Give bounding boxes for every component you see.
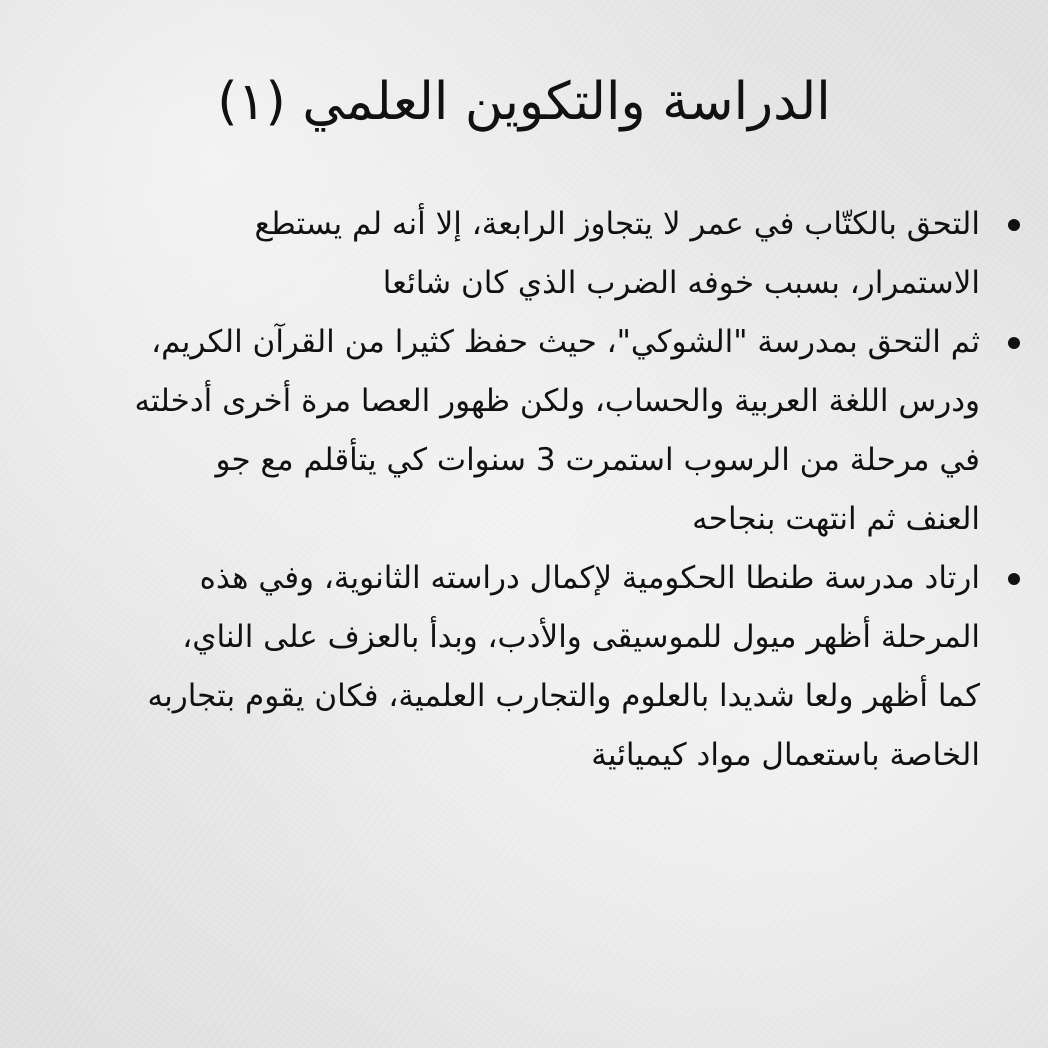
- slide-title: الدراسة والتكوين العلمي (١): [217, 72, 831, 132]
- text-line: المرحلة أظهر ميول للموسيقى والأدب، وبدأ بالعزف على الناي،: [182, 619, 980, 655]
- bullet-item-3: [6, 549, 1036, 785]
- bullet-dot-icon: [1008, 337, 1020, 349]
- bullet-text: [6, 549, 980, 785]
- bullet-text: [6, 195, 980, 313]
- text-line: في مرحلة من الرسوب استمرت 3 سنوات كي يتأقلم مع جو: [215, 442, 980, 478]
- text-line: ثم التحق بمدرسة "الشوكي"، حيث حفظ كثيرا من القرآن الكريم،: [151, 324, 980, 360]
- bullet-item-1: [6, 195, 1036, 313]
- text-line: الخاصة باستعمال مواد كيميائية: [591, 737, 980, 773]
- bullet-dot-icon: [1008, 573, 1020, 585]
- text-line: كما أظهر ولعا شديدا بالعلوم والتجارب العلمية، فكان يقوم بتجاربه: [147, 678, 980, 714]
- text-line: ودرس اللغة العربية والحساب، ولكن ظهور العصا مرة أخرى أدخلته: [134, 383, 980, 419]
- bullet-list: [6, 195, 1036, 785]
- bullet-dot-icon: [1008, 219, 1020, 231]
- text-line: العنف ثم انتهت بنجاحه: [692, 501, 980, 537]
- bullet-item-2: [6, 313, 1036, 549]
- text-line: الاستمرار، بسبب خوفه الضرب الذي كان شائعا: [382, 265, 980, 301]
- bullet-text: [6, 313, 980, 549]
- text-line: التحق بالكتّاب في عمر لا يتجاوز الرابعة، إلا أنه لم يستطع: [254, 206, 980, 242]
- text-line: ارتاد مدرسة طنطا الحكومية لإكمال دراسته الثانوية، وفي هذه: [199, 560, 980, 596]
